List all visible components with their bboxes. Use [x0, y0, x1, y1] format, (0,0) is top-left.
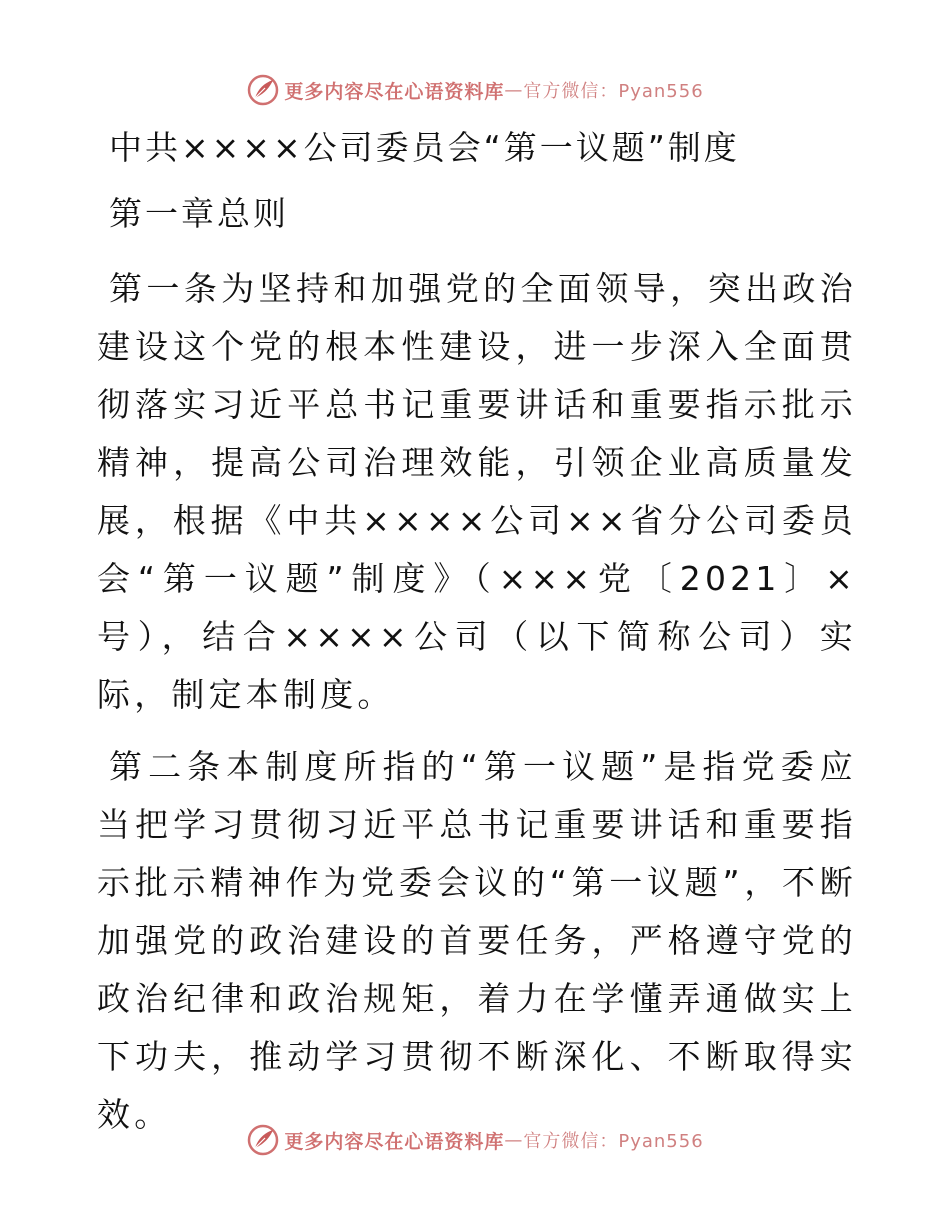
article-paragraph-2: 第二条本制度所指的“第一议题”是指党委应当把学习贯彻习近平总书记重要讲话和重要指示批示精神作为党委会议的“第一议题”，不断加强党的政治建设的首要任务，严格遵守党的政治纪律和政治规矩，着力在学懂弄通做实上下功夫，推动学习贯彻不断深化、不断取得实效。 [97, 747, 857, 1134]
document-body [97, 120, 857, 1158]
watermark-footer [0, 1120, 950, 1160]
watermark-header [0, 70, 950, 110]
watermark-main-text: 更多内容尽在心语资料库 [284, 80, 505, 103]
watermark-sub-text: 官方微信：Pyan556 [523, 81, 704, 102]
article-paragraph-1: 第一条为坚持和加强党的全面领导，突出政治建设这个党的根本性建设，进一步深入全面贯彻落实习近平总书记重要讲话和重要指示批示精神，提高公司治理效能，引领企业高质量发展，根据《中共××××公司××省分公司委员会“第一议题”制度》（×××党〔2021〕×号），结合××××公司（以下简称公司）实际，制定本制度。 [97, 269, 857, 714]
watermark-sub-text: 官方微信：Pyan556 [523, 1131, 704, 1152]
feather-pen-logo-icon [246, 73, 280, 107]
feather-pen-logo-icon [246, 1123, 280, 1157]
chapter-heading: 第一章总则 [109, 194, 289, 233]
watermark-dash: — [504, 1129, 524, 1151]
watermark-main-text: 更多内容尽在心语资料库 [284, 1130, 505, 1153]
document-title: 中共××××公司委员会“第一议题”制度 [109, 128, 740, 167]
watermark-dash: — [504, 79, 524, 101]
